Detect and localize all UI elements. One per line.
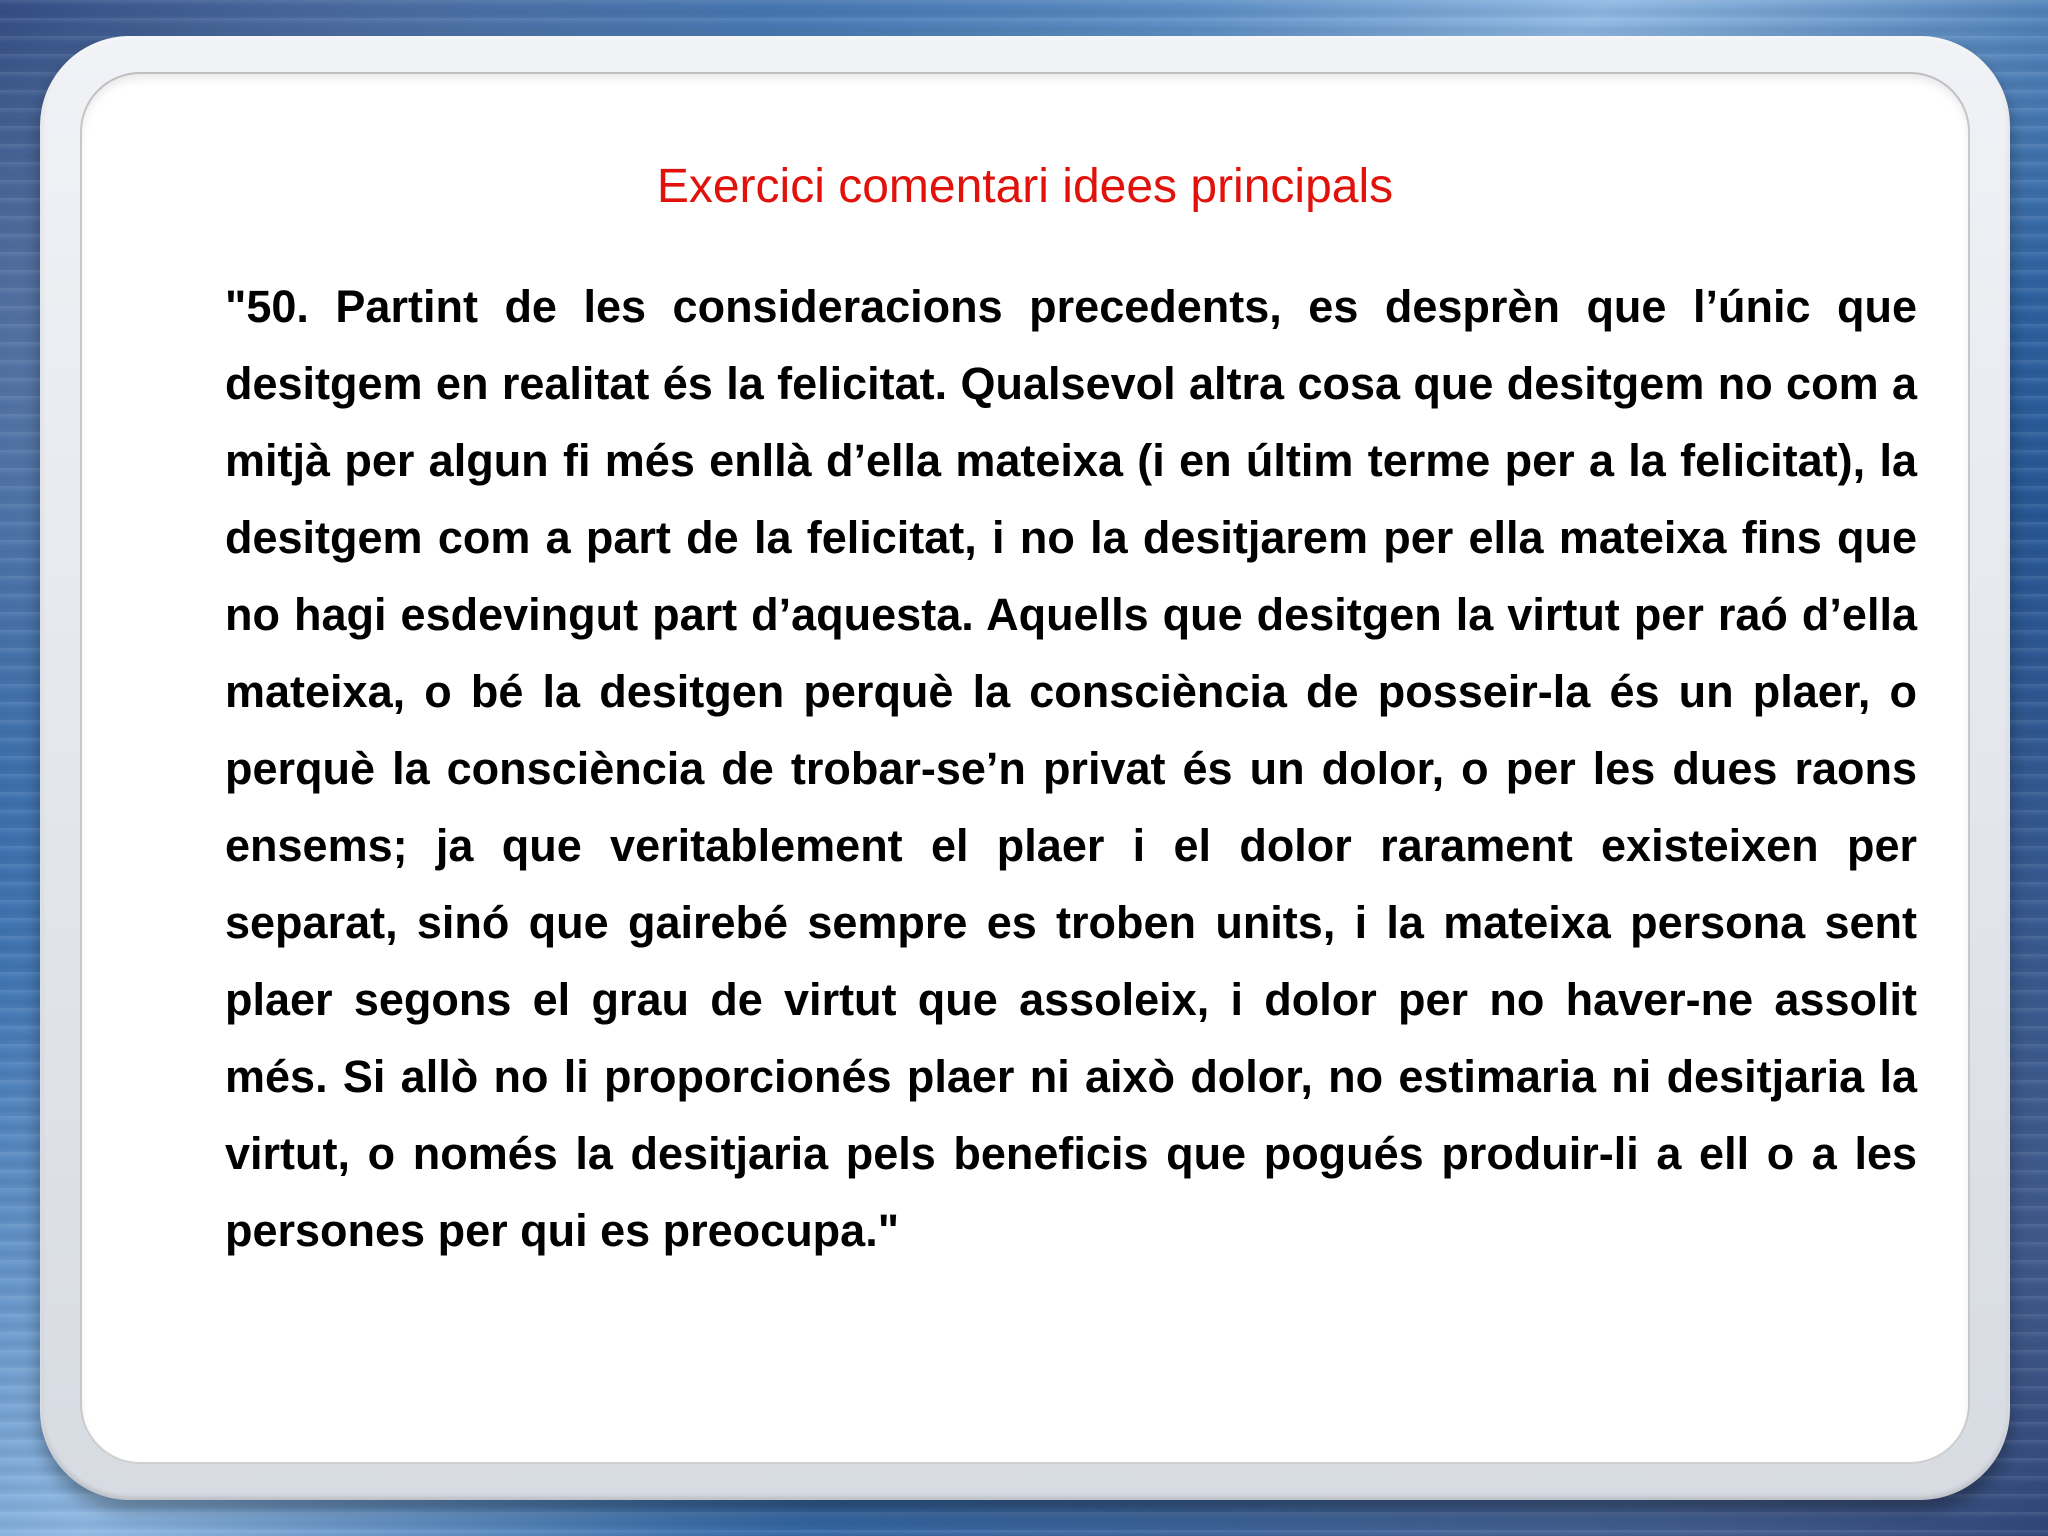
content-panel [80,72,1970,1464]
slide-title: Exercici comentari idees principals [656,160,1394,213]
quote-text: "50. Partint de les consideracions precedents, es desprèn que l’únic que desitgem en realitat és la felicitat. Qualsevol altra cosa que desitgem no com a mitjà per algun fi més enllà d’ella mateixa (i en últim terme per a la felicitat), la desitgem com a part de la felicitat, i no la desitjarem per ella mateixa fins que no hagi esdevingut part d’aquesta. Aquells que desitgen la virtut per raó d’ella mateixa, o bé la desitgen perquè la consciència de posseir-la és un plaer, o perquè la consciència de trobar-se’n privat és un dolor, o per les dues raons ensems; ja que veritablement el plaer i el dolor rarament existeixen per separat, sinó que gairebé sempre es troben units, i la mateixa persona sent plaer segons el grau de virtut que assoleix, i dolor per no haver-ne assolit més. Si allò no li proporcionés plaer ni això dolor, no estimaria ni desitjaria la virtut, o només la desitjaria pels beneficis que pogués produir-li a ell o a les persones per qui es preocupa." [225,281,1917,1256]
slide-frame [40,36,2010,1500]
